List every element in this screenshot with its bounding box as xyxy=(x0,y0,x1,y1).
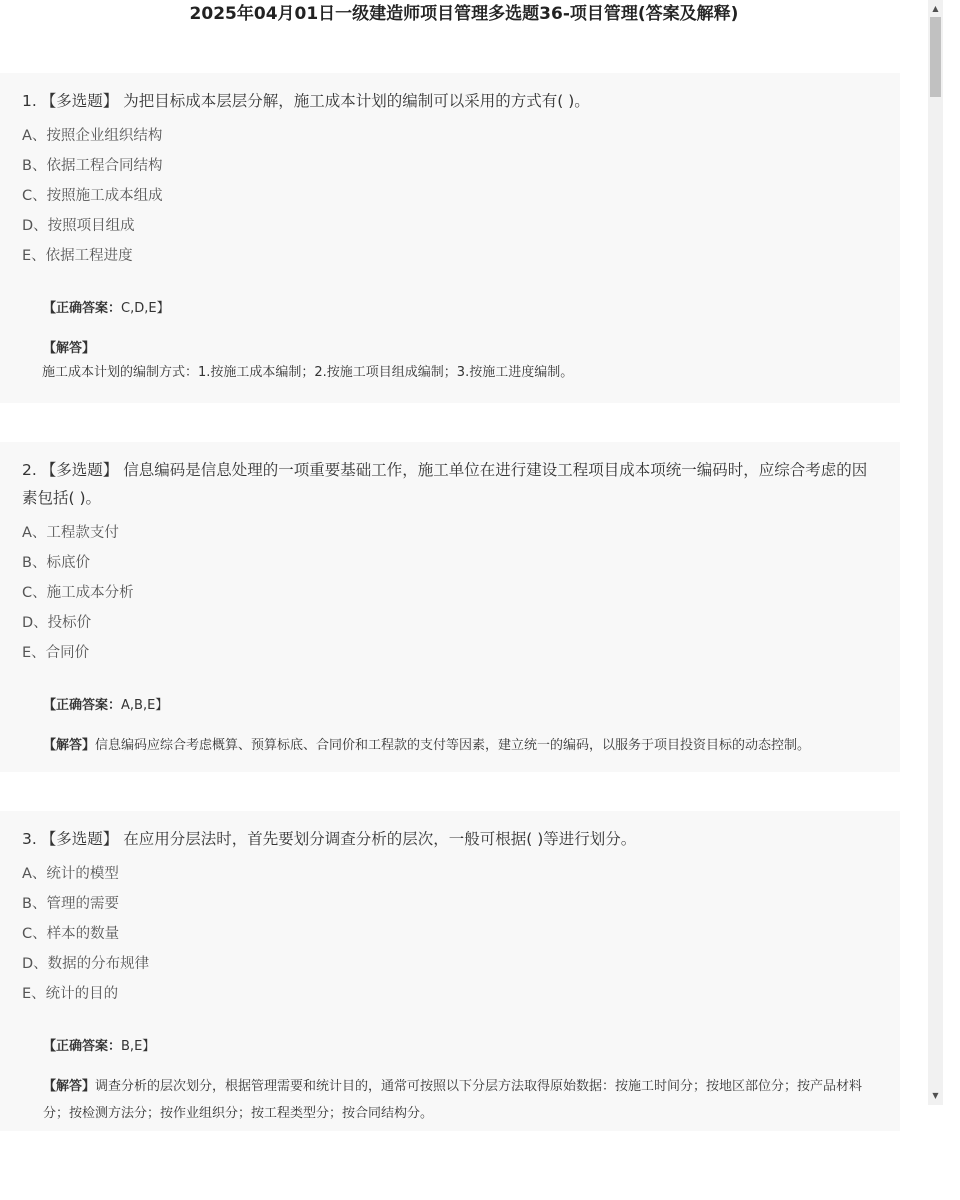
answer-value: B,E】 xyxy=(121,1039,156,1054)
question-text: 信息编码是信息处理的一项重要基础工作，施工单位在进行建设工程项目成本项统一编码时，应综合考虑的因素包括( )。 xyxy=(22,461,868,507)
option-c[interactable]: C、施工成本分析 xyxy=(22,585,134,601)
option-a[interactable]: A、统计的模型 xyxy=(22,866,119,882)
option-d[interactable]: D、数据的分布规律 xyxy=(22,956,150,972)
option-list xyxy=(22,518,878,668)
explanation-block xyxy=(22,1073,878,1127)
option-list xyxy=(22,859,878,1009)
explanation-block xyxy=(22,335,878,384)
option-c[interactable]: C、按照施工成本组成 xyxy=(22,188,163,204)
page-title: 2025年04月01日一级建造师项目管理多选题36-项目管理(答案及解释) xyxy=(189,4,739,24)
question-number: 3. xyxy=(22,830,37,848)
option-c[interactable]: C、样本的数量 xyxy=(22,926,120,942)
explanation-label: 【解答】 xyxy=(43,738,96,753)
correct-answer xyxy=(22,1037,878,1057)
option-e[interactable]: E、依据工程进度 xyxy=(22,248,133,264)
question-stem xyxy=(22,73,878,115)
question-text: 在应用分层法时，首先要划分调查分析的层次，一般可根据( )等进行划分。 xyxy=(123,830,637,848)
option-b[interactable]: B、标底价 xyxy=(22,555,90,571)
option-d[interactable]: D、投标价 xyxy=(22,615,92,631)
question-card xyxy=(0,811,900,1131)
option-d[interactable]: D、按照项目组成 xyxy=(22,218,135,234)
answer-label: 【正确答案： xyxy=(43,301,122,316)
question-stem xyxy=(22,442,878,512)
question-number: 2. xyxy=(22,461,37,479)
question-card xyxy=(0,73,900,403)
scrollbar-thumb[interactable] xyxy=(930,17,941,97)
explanation-text: 信息编码应综合考虑概算、预算标底、合同价和工程款的支付等因素，建立统一的编码，以服务于项目投资目标的动态控制。 xyxy=(95,738,811,753)
scroll-down-arrow-icon[interactable]: ▼ xyxy=(932,1091,939,1100)
option-a[interactable]: A、按照企业组织结构 xyxy=(22,128,163,144)
answer-label: 【正确答案： xyxy=(43,1039,122,1054)
question-type: 【多选题】 xyxy=(40,92,119,110)
explanation-text: 施工成本计划的编制方式：1.按施工成本编制；2.按施工项目组成编制；3.按施工进度编制。 xyxy=(42,365,574,380)
question-card xyxy=(0,442,900,772)
explanation-label: 【解答】 xyxy=(43,1079,96,1094)
answer-value: C,D,E】 xyxy=(121,301,170,316)
option-a[interactable]: A、工程款支付 xyxy=(22,525,119,541)
answer-label: 【正确答案： xyxy=(43,698,122,713)
explanation-block xyxy=(22,732,878,759)
correct-answer xyxy=(22,696,878,716)
question-type: 【多选题】 xyxy=(40,830,119,848)
option-b[interactable]: B、管理的需要 xyxy=(22,896,119,912)
scroll-up-arrow-icon[interactable]: ▲ xyxy=(932,4,939,13)
question-number: 1. xyxy=(22,92,37,110)
explanation-text: 调查分析的层次划分，根据管理需要和统计目的，通常可按照以下分层方法取得原始数据：按施工时间分；按地区部位分；按产品材料分；按检测方法分；按作业组织分；按工程类型分；按合同结构分。 xyxy=(43,1079,863,1121)
correct-answer xyxy=(22,299,878,319)
explanation-label: 【解答】 xyxy=(43,341,96,356)
question-type: 【多选题】 xyxy=(40,461,119,479)
option-e[interactable]: E、合同价 xyxy=(22,645,90,661)
question-stem xyxy=(22,811,878,853)
question-text: 为把目标成本层层分解，施工成本计划的编制可以采用的方式有( )。 xyxy=(123,92,590,110)
answer-value: A,B,E】 xyxy=(121,698,169,713)
option-b[interactable]: B、依据工程合同结构 xyxy=(22,158,163,174)
option-e[interactable]: E、统计的目的 xyxy=(22,986,119,1002)
option-list xyxy=(22,121,878,271)
vertical-scrollbar[interactable] xyxy=(928,0,943,1105)
